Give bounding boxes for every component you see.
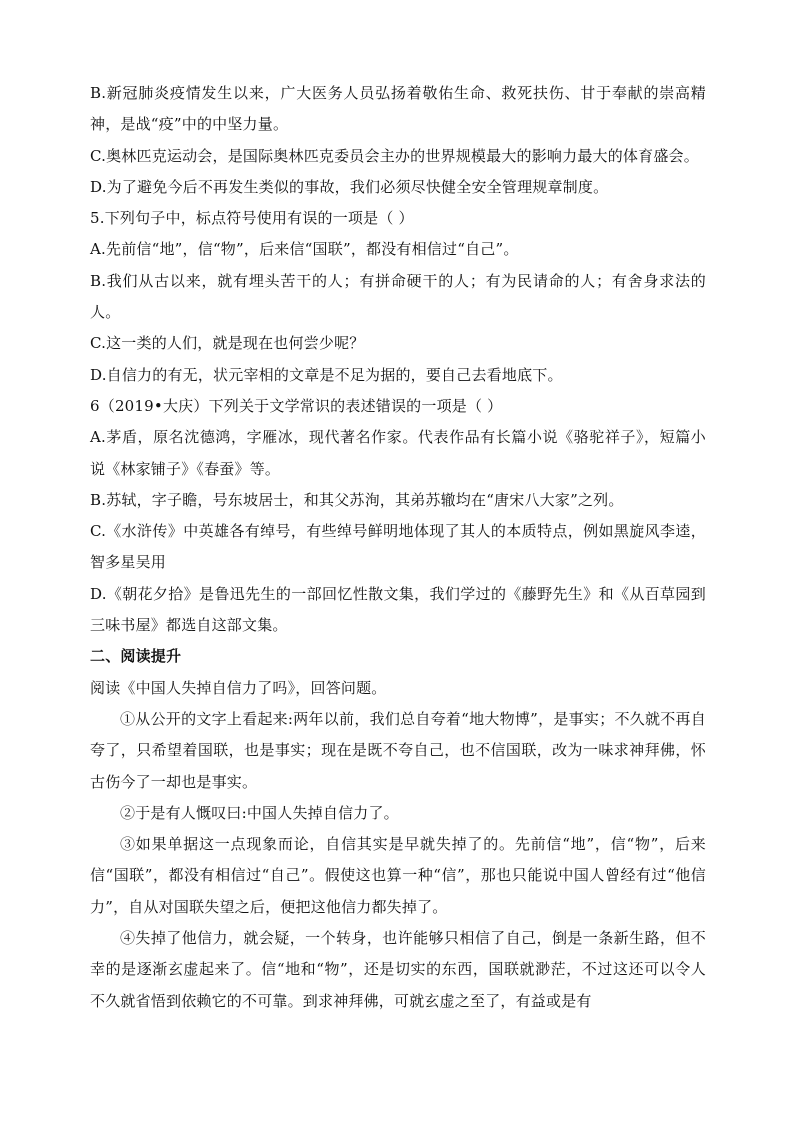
q6-option-b: B.苏轼，字子瞻，号东坡居士，和其父苏洵，其弟苏辙均在“唐宋八大家”之列。: [90, 490, 624, 509]
passage-paragraph-4: ④失掉了他信力，就会疑，一个转身，也许能够只相信了自己，倒是一条新生路，但不幸的是逐渐玄虚起来了。信“地和“物”，还是切实的东西，国联就渺茫，不过这还可以令人不久就省悟到依赖它的不可靠。到求神拜佛，可就玄虚之至了，有益或是有: [90, 929, 706, 1010]
q6-option-a: A.茅盾，原名沈德鸿，字雁冰，现代著名作家。代表作品有长篇小说《骆驼祥子》，短篇小说《林家铺子》《春蚕》等。: [90, 428, 706, 478]
q5-option-a: A.先前信“地”，信“物”，后来信“国联”，都没有相信过“自己”。: [90, 240, 519, 259]
reading-instruction: 阅读《中国人失掉自信力了吗》，回答问题。: [90, 678, 387, 697]
q6-option-c: C.《水浒传》中英雄各有绰号，有些绰号鲜明地体现了其人的本质特点，例如黑旋风李逵，智多星吴用: [90, 522, 706, 572]
section-heading: 二、阅读提升: [90, 647, 182, 666]
q6-option-d: D.《朝花夕拾》是鲁迅先生的一部回忆性散文集，我们学过的《藤野先生》和《从百草园到三味书屋》都选自这部文集。: [90, 584, 706, 635]
q5-option-c: C.这一类的人们，就是现在也何尝少呢？: [90, 334, 365, 353]
option-b-line: B.新冠肺炎疫情发生以来，广大医务人员弘扬着敬佑生命、救死扶伤、甘于奉献的崇高精神，是战“疫”中的中坚力量。: [90, 84, 706, 134]
passage-paragraph-3: ③如果单据这一点现象而论，自信其实是早就失掉了的。先前信“地”，信“物”，后来信“国联”，都没有相信过“自己”。假使这也算一种“信”，那也只能说中国人曾经有过“他信力”，自从对国联失望之后，便把这他信力都失掉了。: [90, 835, 706, 916]
passage-paragraph-2: ②于是有人慨叹曰:中国人失掉自信力了。: [120, 803, 399, 822]
option-d-line: D.为了避免今后不再发生类似的事故，我们必须尽快健全安全管理规章制度。: [90, 177, 609, 196]
option-c-line: C.奥林匹克运动会，是国际奥林匹克委员会主办的世界规模最大的影响力最大的体育盛会。: [90, 146, 699, 165]
q5-option-d: D.自信力的有无，状元宰相的文章是不足为据的，要自己去看地底下。: [90, 365, 563, 384]
document-page: [90, 78, 706, 1017]
question-6: 6（2019•大庆）下列关于文学常识的表述错误的一项是（ ）: [90, 396, 503, 415]
q5-option-b: B.我们从古以来，就有埋头苦干的人；有拼命硬干的人；有为民请命的人；有舍身求法的人。: [90, 271, 706, 322]
passage-paragraph-1: ①从公开的文字上看起来:两年以前，我们总自夸着“地大物博”，是事实；不久就不再自夸了，只希望着国联，也是事实；现在是既不夸自己，也不信国联，改为一味求神拜佛，怀古伤今了一却也是事实。: [90, 709, 706, 791]
question-5: 5.下列句子中，标点符号使用有误的一项是（ ）: [90, 209, 414, 228]
